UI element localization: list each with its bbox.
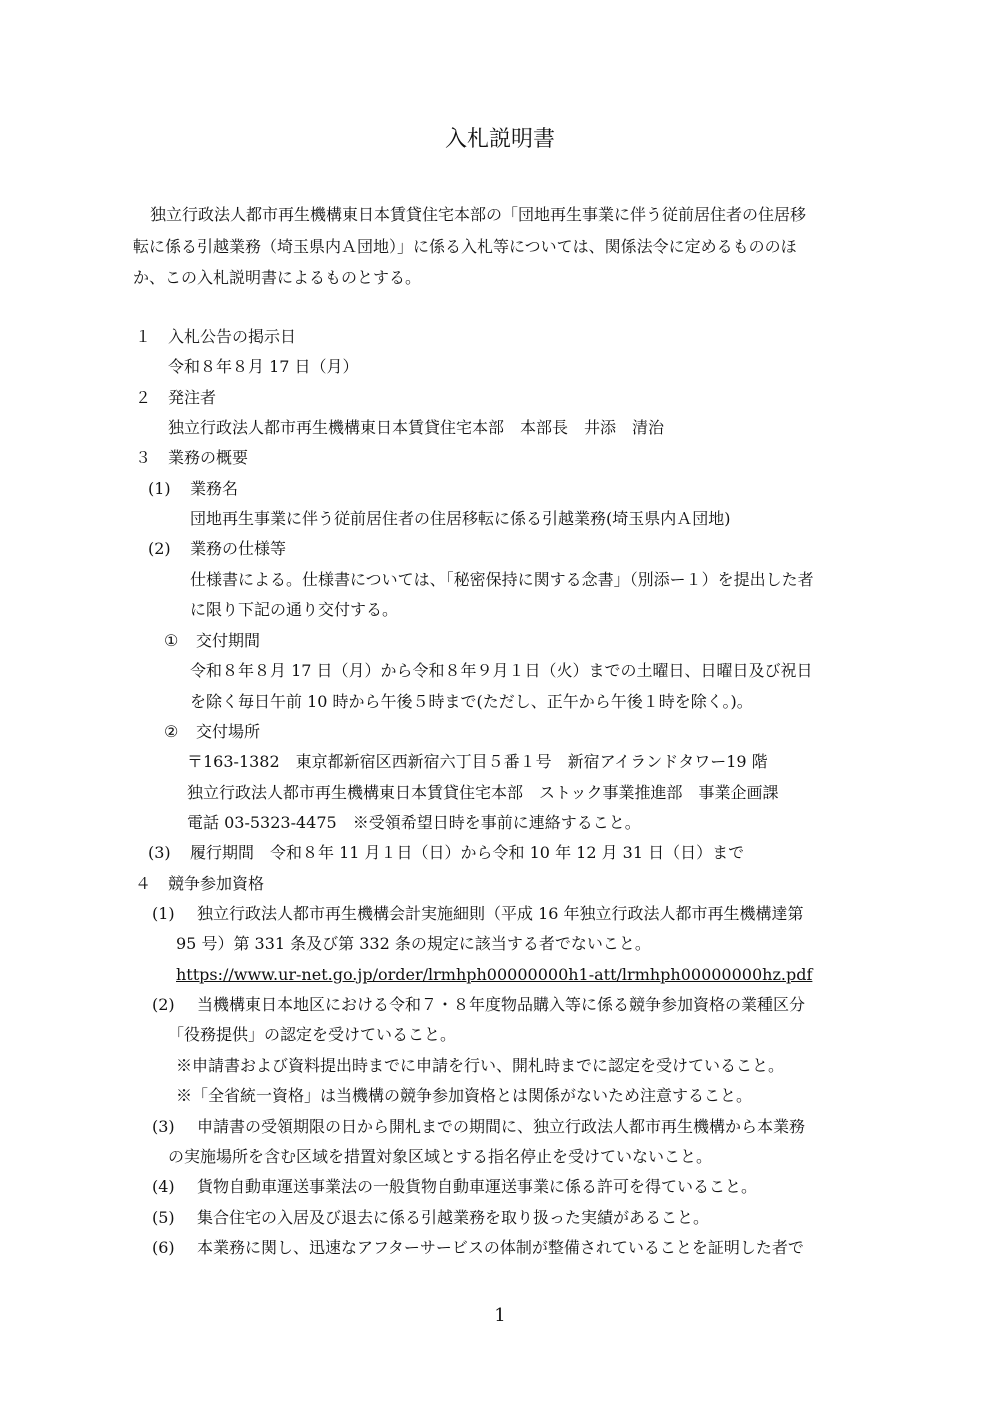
qualification-line: 当機構東日本地区における令和７・８年度物品購入等に係る競争参加資格の業種区分 (197, 995, 806, 1014)
qualification-line: 集合住宅の入居及び退去に係る引越業務を取り扱った実績があること。 (197, 1208, 710, 1227)
delivery-period-label: 交付期間 (196, 631, 261, 650)
delivery-office: 独立行政法人都市再生機構東日本賃貸住宅本部 ストック事業推進部 事業企画課 (187, 783, 779, 802)
regulation-link[interactable]: https://www.ur-net.go.jp/order/lrmhph00000000h1-att/lrmhph00000000hz.pdf (176, 965, 813, 984)
section-3-number: ３ (135, 448, 152, 467)
item-3-1-number: (1) (148, 479, 171, 498)
qualification-note: ※申請書および資料提出時までに申請を行い、開札時までに認定を受けていること。 (176, 1056, 785, 1075)
performance-period: 履行期間 令和８年 11 月１日（日）から令和 10 年 12 月 31 日（日）まで (190, 843, 745, 862)
delivery-place-label: 交付場所 (196, 722, 261, 741)
spec-text-line: に限り下記の通り交付する。 (190, 600, 399, 619)
section-2-heading: 発注者 (168, 388, 217, 407)
section-4-heading: 競争参加資格 (168, 874, 265, 893)
item-3-3-number: (3) (148, 843, 171, 862)
spec-text-line: 仕様書による。仕様書については、「秘密保持に関する念書」（別添ー１）を提出した者 (190, 570, 814, 589)
posting-date: 令和８年８月 17 日（月） (168, 357, 359, 376)
item-3-2-number: (2) (148, 539, 171, 558)
delivery-period-line: を除く毎日午前 10 時から午後５時まで(ただし、正午から午後１時を除く。)。 (190, 692, 753, 711)
qualification-line: 申請書の受領期限の日から開札までの期間に、独立行政法人都市再生機構から本業務 (197, 1117, 806, 1136)
task-name: 団地再生事業に伴う従前居住者の住居移転に係る引越業務(埼玉県内Ａ団地) (190, 509, 731, 528)
item-4-4-number: (4) (152, 1177, 175, 1196)
orderer-text: 独立行政法人都市再生機構東日本賃貸住宅本部 本部長 井添 清治 (168, 418, 665, 437)
page-number: 1 (494, 1305, 506, 1326)
intro-line: 転に係る引越業務（埼玉県内Ａ団地）」に係る入札等については、関係法令に定めるもののほ (133, 237, 797, 256)
delivery-period-line: 令和８年８月 17 日（月）から令和８年９月１日（火）までの土曜日、日曜日及び祝日 (190, 661, 813, 680)
qualification-line: 貨物自動車運送事業法の一般貨物自動車運送事業に係る許可を得ていること。 (197, 1177, 758, 1196)
circled-number-1: ① (164, 631, 179, 650)
intro-line: か、この入札説明書によるものとする。 (133, 268, 422, 287)
qualification-line: 独立行政法人都市再生機構会計実施細則（平成 16 年独立行政法人都市再生機構達第 (197, 904, 804, 923)
section-2-number: ２ (135, 388, 152, 407)
item-3-1-label: 業務名 (190, 479, 239, 498)
item-4-2-number: (2) (152, 995, 175, 1014)
qualification-line: 95 号）第 331 条及び第 332 条の規定に該当する者でないこと。 (176, 934, 651, 953)
intro-line: 独立行政法人都市再生機構東日本賃貸住宅本部の「団地再生事業に伴う従前居住者の住居移 (150, 205, 807, 224)
section-1-number: １ (135, 327, 152, 346)
item-4-6-number: (6) (152, 1238, 175, 1257)
qualification-line: の実施場所を含む区域を措置対象区域とする指名停止を受けていないこと。 (168, 1147, 713, 1166)
circled-number-2: ② (164, 722, 179, 741)
qualification-line: 本業務に関し、迅速なアフターサービスの体制が整備されていることを証明した者で (197, 1238, 804, 1257)
delivery-phone: 電話 03-5323-4475 ※受領希望日時を事前に連絡すること。 (187, 813, 641, 832)
item-4-1-number: (1) (152, 904, 175, 923)
page-title: 入札説明書 (444, 127, 555, 152)
item-4-3-number: (3) (152, 1117, 175, 1136)
section-4-number: ４ (135, 874, 152, 893)
section-3-heading: 業務の概要 (168, 448, 249, 467)
delivery-address: 〒163-1382 東京都新宿区西新宿六丁目５番１号 新宿アイランドタワー19 階 (187, 752, 768, 771)
qualification-line: 「役務提供」の認定を受けていること。 (168, 1025, 457, 1044)
qualification-note: ※「全省統一資格」は当機構の競争参加資格とは関係がないため注意すること。 (176, 1086, 753, 1105)
item-4-5-number: (5) (152, 1208, 175, 1227)
item-3-2-label: 業務の仕様等 (190, 539, 287, 558)
section-1-heading: 入札公告の掲示日 (168, 327, 297, 346)
